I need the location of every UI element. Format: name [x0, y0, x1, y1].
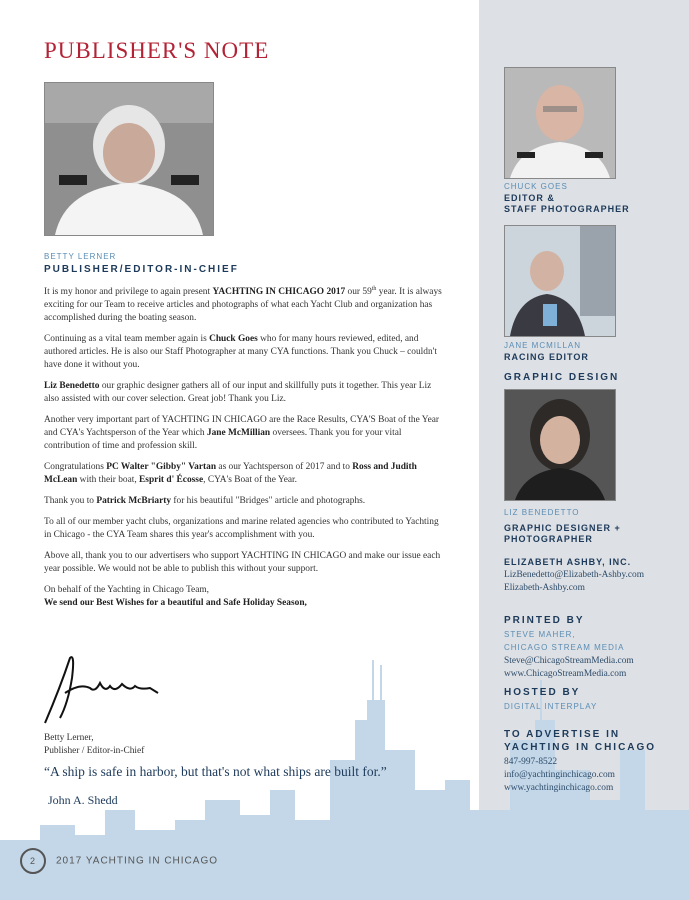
chuck-name: CHUCK GOES [504, 182, 568, 191]
printer-name: STEVE MAHER, [504, 630, 576, 639]
paragraph-3: Liz Benedetto our graphic designer gathers all of our input and skillfully puts it together. This year Liz also assisted with our cover selection. Great job! Thank you Liz. [44, 381, 432, 405]
printer-email-link[interactable]: Steve@ChicagoStreamMedia.com [504, 656, 634, 666]
host-name: DIGITAL INTERPLAY [504, 702, 598, 711]
betty-lerner-photo [44, 82, 214, 236]
advertise-web-link[interactable]: www.yachtinginchicago.com [504, 783, 614, 793]
paragraph-4: Another very important part of YACHTING IN CHICAGO are the Race Results, CYA'S Boat of the Year and CYA's Yachtsperson of the Year which Jane McMillian oversees. Thank you for your vital contribution of time and profession skill. [44, 415, 440, 452]
printed-by-heading: PRINTED BY [504, 615, 585, 626]
publisher-role: PUBLISHER/EDITOR-IN-CHIEF [44, 264, 239, 275]
signature-image [40, 648, 170, 728]
paragraph-7: To all of our member yacht clubs, organizations and marine related agencies who contributed to Yachting in Chicago - the CYA Team shares this year's accomplishment with you. [44, 517, 439, 541]
signoff-title: Publisher / Editor-in-Chief [44, 746, 145, 756]
paragraph-8: Above all, thank you to our advertisers who support YACHTING IN CHICAGO and make our issue each year possible. We would not be able to publish this without your support. [44, 551, 441, 575]
publisher-name: BETTY LERNER [44, 252, 117, 261]
advertise-heading-1: TO ADVERTISE IN [504, 729, 621, 740]
liz-benedetto-photo [504, 389, 616, 501]
page-footer [20, 848, 218, 874]
advertise-phone[interactable]: 847-997-8522 [504, 757, 558, 767]
liz-role-2: PHOTOGRAPHER [504, 534, 593, 544]
paragraph-9: On behalf of the Yachting in Chicago Team, We send our Best Wishes for a beautiful and Safe Holiday Season, [44, 585, 307, 609]
printer-company: CHICAGO STREAM MEDIA [504, 643, 625, 652]
company-email-link[interactable]: LizBenedetto@Elizabeth-Ashby.com [504, 570, 645, 580]
hosted-by-heading: HOSTED BY [504, 687, 581, 698]
paragraph-1: It is my honor and privilege to again present YACHTING IN CHICAGO 2017 our 59th year. It is always exciting for our Team to receive articles and photographs of what each Yacht Club and organization has accomplished during the boating season. [44, 286, 442, 324]
footer-publication: 2017 YACHTING IN CHICAGO [56, 855, 218, 867]
chuck-goes-photo [504, 67, 616, 179]
quote-author: John A. Shedd [48, 793, 118, 807]
signoff-name: Betty Lerner, [44, 733, 94, 743]
page-number: 2 [20, 848, 46, 874]
advertise-email-link[interactable]: info@yachtinginchicago.com [504, 770, 615, 780]
company-name: ELIZABETH ASHBY, INC. [504, 557, 632, 567]
printer-web-link[interactable]: www.ChicagoStreamMedia.com [504, 669, 627, 679]
chuck-role-1: EDITOR & [504, 193, 555, 203]
liz-name: LIZ BENEDETTO [504, 508, 580, 517]
company-web-link[interactable]: Elizabeth-Ashby.com [504, 583, 585, 593]
jane-mcmillan-photo [504, 225, 616, 337]
page-title: PUBLISHER'S NOTE [44, 38, 270, 63]
paragraph-6: Thank you to Patrick McBriarty for his beautiful "Bridges" article and photographs. [44, 496, 366, 507]
paragraph-5: Congratulations PC Walter "Gibby" Vartan as our Yachtsperson of 2017 and to Ross and Judith McLean with their boat, Esprit d' Écosse, CYA's Boat of the Year. [44, 462, 417, 486]
jane-name: JANE MCMILLAN [504, 341, 582, 350]
publisher-note-body [44, 283, 444, 618]
liz-role-1: GRAPHIC DESIGNER + [504, 523, 621, 533]
chuck-role-2: STAFF PHOTOGRAPHER [504, 204, 630, 214]
advertise-heading-2: YACHTING IN CHICAGO [504, 742, 657, 753]
paragraph-2: Continuing as a vital team member again is Chuck Goes who for many hours reviewed, edited, and authored articles. He is also our Staff Photographer at many CYA functions. Thank you Chuck – couldn't have done it without you. [44, 334, 437, 371]
graphic-design-heading: GRAPHIC DESIGN [504, 372, 620, 383]
quote-text: “A ship is safe in harbor, but that's not what ships are built for.” [44, 764, 387, 779]
jane-role: RACING EDITOR [504, 352, 589, 362]
